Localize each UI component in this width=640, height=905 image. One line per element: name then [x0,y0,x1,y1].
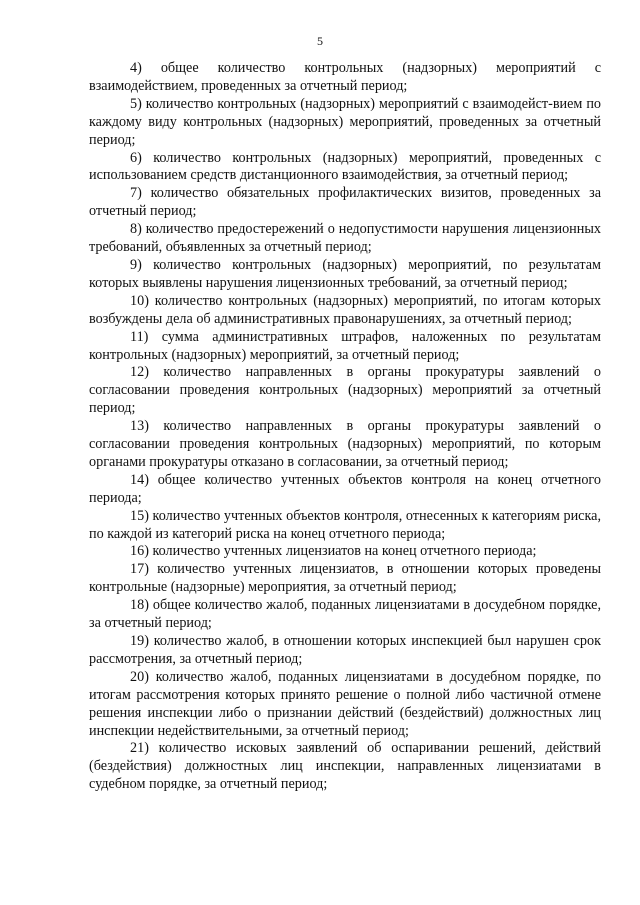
list-item-15: 15) количество учтенных объектов контроля, отнесенных к категориям риска, по каждой из категорий риска на конец отчетного периода; [89,507,601,542]
list-item-20: 20) количество жалоб, поданных лицензиатами в досудебном порядке, по итогам рассмотрения которых принято решение о полной либо частичной отмене решения инспекции либо о признании действий (бездействий) должностных лиц инспекции недействительными, за отчетный период; [89,668,601,739]
list-item-14: 14) общее количество учтенных объектов контроля на конец отчетного периода; [89,471,601,506]
list-item-8: 8) количество предостережений о недопустимости нарушения лицензионных требований, объявленных за отчетный период; [89,221,601,256]
document-body [89,60,601,794]
list-item-10: 10) количество контрольных (надзорных) мероприятий, по итогам которых возбуждены дела об административных правонарушениях, за отчетный период; [89,292,601,327]
list-item-7: 7) количество обязательных профилактических визитов, проведенных за отчетный период; [89,185,601,220]
list-item-4: 4) общее количество контрольных (надзорных) мероприятий с взаимодействием, проведенных за отчетный период; [89,60,601,94]
list-item-11: 11) сумма административных штрафов, наложенных по результатам контрольных (надзорных) мероприятий, за отчетный период; [89,328,601,363]
list-item-13: 13) количество направленных в органы прокуратуры заявлений о согласовании проведения контрольных (надзорных) мероприятий, по которым органами прокуратуры отказано в согласовании, за отчетный период; [89,418,601,470]
list-item-18: 18) общее количество жалоб, поданных лицензиатами в досудебном порядке, за отчетный период; [89,597,601,632]
list-item-5: 5) количество контрольных (надзорных) мероприятий с взаимодейст-вием по каждому виду контрольных (надзорных) мероприятий, проведенных за отчетный период; [89,95,601,148]
list-item-19: 19) количество жалоб, в отношении которых инспекцией был нарушен срок рассмотрения, за отчетный период; [89,633,601,667]
list-item-12: 12) количество направленных в органы прокуратуры заявлений о согласовании проведения контрольных (надзорных) мероприятий за отчетный период; [89,364,601,417]
list-item-17: 17) количество учтенных лицензиатов, в отношении которых проведены контрольные (надзорные) мероприятия, за отчетный период; [89,561,601,596]
list-item-9: 9) количество контрольных (надзорных) мероприятий, по результатам которых выявлены нарушения лицензионных требований, за отчетный период; [89,256,601,291]
list-item-6: 6) количество контрольных (надзорных) мероприятий, проведенных с использованием средств дистанционного взаимодействия, за отчетный период; [89,149,601,184]
list-item-16: 16) количество учтенных лицензиатов на конец отчетного периода; [130,543,537,560]
list-item-21: 21) количество исковых заявлений об оспаривании решений, действий (бездействия) должностных лиц инспекции, направленных лицензиатами в судебном порядке, за отчетный период; [89,740,601,793]
page-number: 5 [317,34,323,48]
